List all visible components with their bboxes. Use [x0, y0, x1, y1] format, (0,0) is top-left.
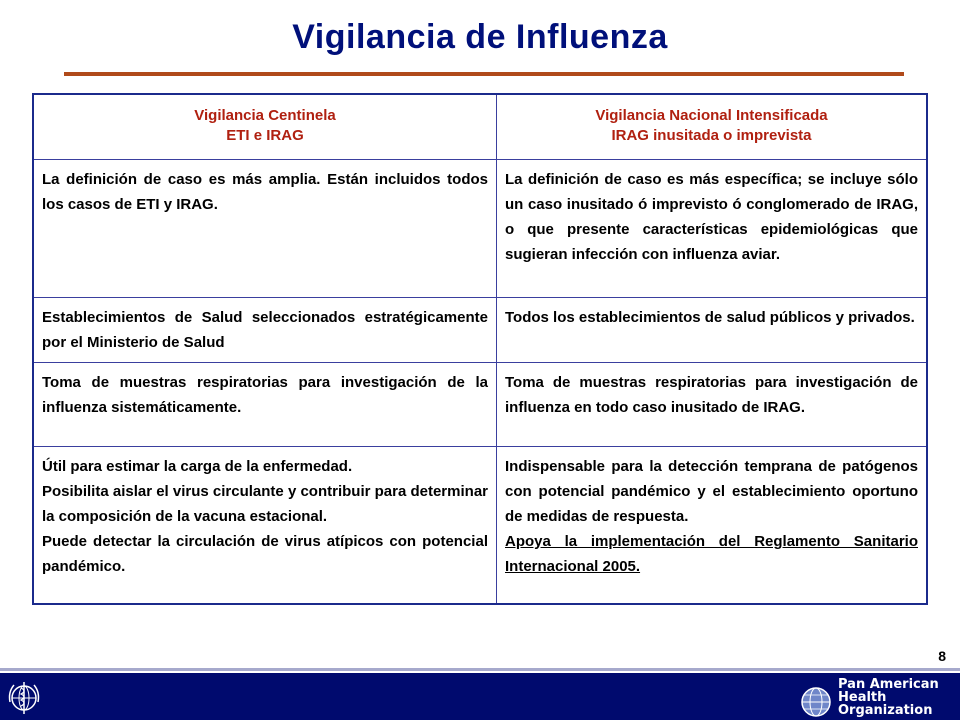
- footer-accent-line: [0, 668, 960, 671]
- paho-name-line: Pan American: [838, 678, 939, 692]
- usefulness-sentinel-line: Posibilita aislar el virus circulante y contribuir para determinar la composición de la vacuna estacional.: [42, 483, 488, 525]
- sampling-intensified: Toma de muestras respiratorias para investigación de influenza en todo caso inusitado de IRAG.: [497, 363, 928, 447]
- usefulness-sentinel-line: Útil para estimar la carga de la enfermedad.: [42, 458, 353, 475]
- paho-name-line: Organization: [838, 703, 933, 718]
- comparison-table: [32, 93, 928, 605]
- table-row: [33, 298, 927, 363]
- case-definition-intensified: La definición de caso es más específica; se incluye sólo un caso inusitado ó imprevisto ó conglomerado de IRAG, o que presente características epidemiológicas que sugieran infección con influenza aviar.: [497, 160, 928, 298]
- usefulness-intensified: [497, 447, 928, 605]
- facilities-sentinel: Establecimientos de Salud seleccionados estratégicamente por el Ministerio de Salud: [33, 298, 497, 363]
- paho-name-line: Health: [838, 690, 887, 705]
- paho-name: [838, 678, 958, 720]
- header-intensified: [497, 94, 928, 160]
- page-number: 8: [938, 648, 946, 664]
- header-sentinel: [33, 94, 497, 160]
- header-sentinel-title: Vigilancia Centinela: [194, 107, 336, 124]
- header-intensified-subtitle: IRAG inusitada o imprevista: [611, 127, 812, 144]
- title-divider: [64, 72, 904, 76]
- header-intensified-title: Vigilancia Nacional Intensificada: [595, 107, 828, 124]
- table-row: [33, 447, 927, 605]
- header-sentinel-subtitle: ETI e IRAG: [226, 127, 304, 144]
- paho-globe-icon: [800, 686, 832, 718]
- table-row: [33, 363, 927, 447]
- case-definition-sentinel: La definición de caso es más amplia. Están incluidos todos los casos de ETI y IRAG.: [33, 160, 497, 298]
- usefulness-intensified-text: Indispensable para la detección temprana de patógenos con potencial pandémico y el establecimiento oportuno de medidas de respuesta.: [505, 458, 918, 525]
- slide-title: Vigilancia de Influenza: [292, 18, 668, 56]
- usefulness-sentinel: [33, 447, 497, 605]
- table-row: [33, 160, 927, 298]
- table-header-row: [33, 94, 927, 160]
- facilities-intensified: Todos los establecimientos de salud públicos y privados.: [497, 298, 928, 363]
- sampling-sentinel: Toma de muestras respiratorias para investigación de la influenza sistemáticamente.: [33, 363, 497, 447]
- ihr-support-text: Apoya la implementación del Reglamento Sanitario Internacional 2005.: [505, 533, 918, 575]
- who-emblem-icon: [4, 678, 44, 718]
- usefulness-sentinel-line: Puede detectar la circulación de virus atípicos con potencial pandémico.: [42, 533, 488, 575]
